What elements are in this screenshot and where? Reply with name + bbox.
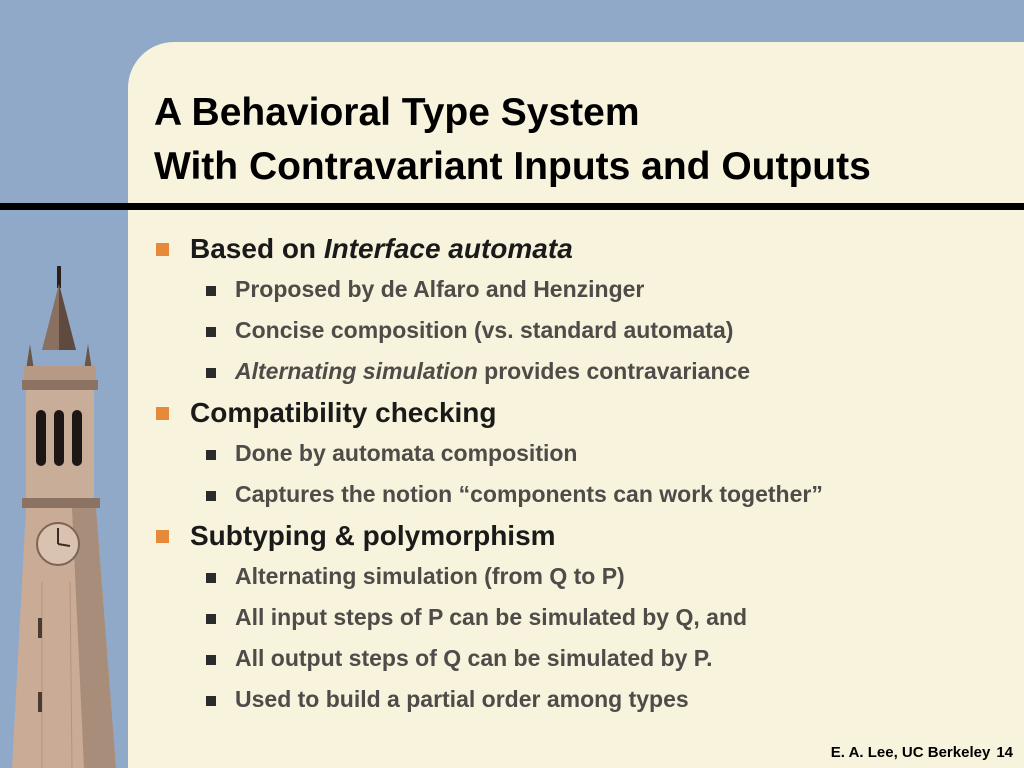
- square-bullet-icon: [206, 696, 216, 706]
- bullet-compatibility-checking: [154, 392, 823, 433]
- subbullet-text: Concise composition (vs. standard automata): [235, 317, 734, 343]
- subbullet-emphasis: Alternating simulation: [235, 358, 478, 384]
- title-line-2: With Contravariant Inputs and Outputs: [154, 145, 871, 188]
- subbullet-components-work-together: [202, 474, 823, 515]
- square-bullet-icon: [206, 573, 216, 583]
- title-divider: [0, 203, 1024, 210]
- subbullet-partial-order: [202, 679, 823, 720]
- bullet-interface-automata: [154, 228, 823, 269]
- square-bullet-icon: [206, 286, 216, 296]
- bullet-text: Compatibility checking: [190, 397, 497, 428]
- subbullet-input-steps: [202, 597, 823, 638]
- square-bullet-icon: [206, 368, 216, 378]
- title-line-1: A Behavioral Type System: [154, 91, 640, 134]
- subbullet-text: Proposed by de Alfaro and Henzinger: [235, 276, 645, 302]
- bullet-subtyping-polymorphism: [154, 515, 823, 556]
- square-bullet-icon: [206, 450, 216, 460]
- bullet-text: Based on: [190, 233, 324, 264]
- footer-author: E. A. Lee, UC Berkeley: [830, 744, 991, 761]
- square-bullet-icon: [156, 407, 169, 420]
- square-bullet-icon: [206, 655, 216, 665]
- subbullet-text: All input steps of P can be simulated by Q, and: [235, 604, 748, 630]
- square-bullet-icon: [206, 491, 216, 501]
- bullet-emphasis: Interface automata: [323, 233, 573, 264]
- slide-footer: [831, 744, 1013, 761]
- square-bullet-icon: [206, 614, 216, 624]
- square-bullet-icon: [156, 243, 169, 256]
- subbullet-text: Done by automata composition: [235, 440, 578, 466]
- subbullet-alternating-q-to-p: [202, 556, 823, 597]
- subbullet-automata-composition: [202, 433, 823, 474]
- page-number: 14: [996, 744, 1013, 761]
- subbullet-text: Used to build a partial order among types: [235, 686, 689, 712]
- subbullet-alternating-simulation: [202, 351, 823, 392]
- bullet-list: [154, 228, 823, 720]
- subbullet-text: provides contravariance: [477, 358, 751, 384]
- bullet-text: Subtyping & polymorphism: [190, 520, 556, 551]
- campanile-tower-icon: [12, 262, 132, 768]
- slide-title: [154, 86, 871, 194]
- subbullet-text: All output steps of Q can be simulated by P.: [235, 645, 713, 671]
- subbullet-text: Alternating simulation (from Q to P): [235, 563, 625, 589]
- subbullet-proposed-by: [202, 269, 823, 310]
- square-bullet-icon: [156, 530, 169, 543]
- subbullet-output-steps: [202, 638, 823, 679]
- square-bullet-icon: [206, 327, 216, 337]
- subbullet-concise-composition: [202, 310, 823, 351]
- subbullet-text: Captures the notion “components can work together”: [235, 481, 823, 507]
